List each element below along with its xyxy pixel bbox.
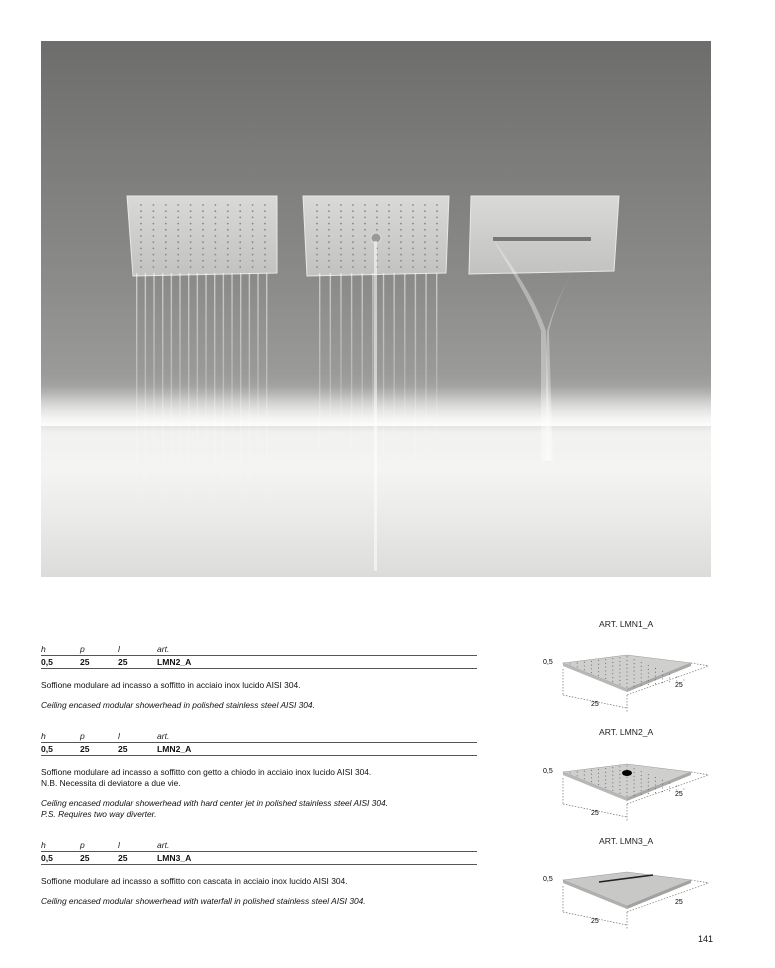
col-l: l <box>118 644 120 654</box>
value-l: 25 <box>118 744 128 754</box>
product-photo <box>41 41 711 577</box>
diagram-title-1: ART. LMN1_A <box>599 619 654 629</box>
dim-w1-2: 25 <box>591 810 599 817</box>
description-en-2b: P.S. Requires two way diverter. <box>41 809 157 819</box>
value-p: 25 <box>80 744 90 754</box>
value-h: 0,5 <box>41 853 53 863</box>
col-p: p <box>80 644 85 654</box>
col-h: h <box>41 840 46 850</box>
col-art: art. <box>157 840 170 850</box>
col-p: p <box>80 840 85 850</box>
dim-w2-1: 25 <box>675 682 683 689</box>
value-p: 25 <box>80 657 90 667</box>
value-art: LMN3_A <box>157 853 192 863</box>
value-h: 0,5 <box>41 657 53 667</box>
page-number: 141 <box>698 934 714 944</box>
description-it-2b: N.B. Necessita di deviatore a due vie. <box>41 778 181 788</box>
description-it-2a: Soffione modulare ad incasso a soffitto con getto a chiodo in acciaio inox lucido AISI 304. <box>41 767 372 777</box>
value-art: LMN2_A <box>157 744 192 754</box>
description-en-3: Ceiling encased modular showerhead with waterfall in polished stainless steel AISI 304. <box>41 896 366 906</box>
dim-h-1: 0,5 <box>543 659 553 666</box>
diagram-lmn1 <box>535 633 715 725</box>
dim-w1-3: 25 <box>591 918 599 925</box>
dim-w2-2: 25 <box>675 791 683 798</box>
value-l: 25 <box>118 853 128 863</box>
dim-h-3: 0,5 <box>543 876 553 883</box>
col-l: l <box>118 731 120 741</box>
col-art: art. <box>157 731 170 741</box>
description-it-1: Soffione modulare ad incasso a soffitto in acciaio inox lucido AISI 304. <box>41 680 301 690</box>
dim-w1-1: 25 <box>591 701 599 708</box>
dim-w2-3: 25 <box>675 899 683 906</box>
diagram-lmn3 <box>535 850 715 942</box>
value-p: 25 <box>80 853 90 863</box>
dim-h-2: 0,5 <box>543 768 553 775</box>
diagram-title-3: ART. LMN3_A <box>599 836 654 846</box>
spec-table-3 <box>41 840 477 865</box>
description-it-3: Soffione modulare ad incasso a soffitto con cascata in acciaio inox lucido AISI 304. <box>41 876 348 886</box>
col-art: art. <box>157 644 170 654</box>
diagram-title-2: ART. LMN2_A <box>599 727 654 737</box>
value-h: 0,5 <box>41 744 53 754</box>
showerheads-illustration <box>41 41 711 577</box>
col-p: p <box>80 731 85 741</box>
value-art: LMN2_A <box>157 657 192 667</box>
center-jet-icon <box>622 770 632 776</box>
col-l: l <box>118 840 120 850</box>
col-h: h <box>41 731 46 741</box>
description-en-1: Ceiling encased modular showerhead in polished stainless steel AISI 304. <box>41 700 315 710</box>
spec-table-1 <box>41 644 477 669</box>
col-h: h <box>41 644 46 654</box>
spec-table-2 <box>41 731 477 756</box>
diagram-lmn2 <box>535 742 715 834</box>
description-en-2a: Ceiling encased modular showerhead with hard center jet in polished stainless steel AISI 304. <box>41 798 388 808</box>
value-l: 25 <box>118 657 128 667</box>
